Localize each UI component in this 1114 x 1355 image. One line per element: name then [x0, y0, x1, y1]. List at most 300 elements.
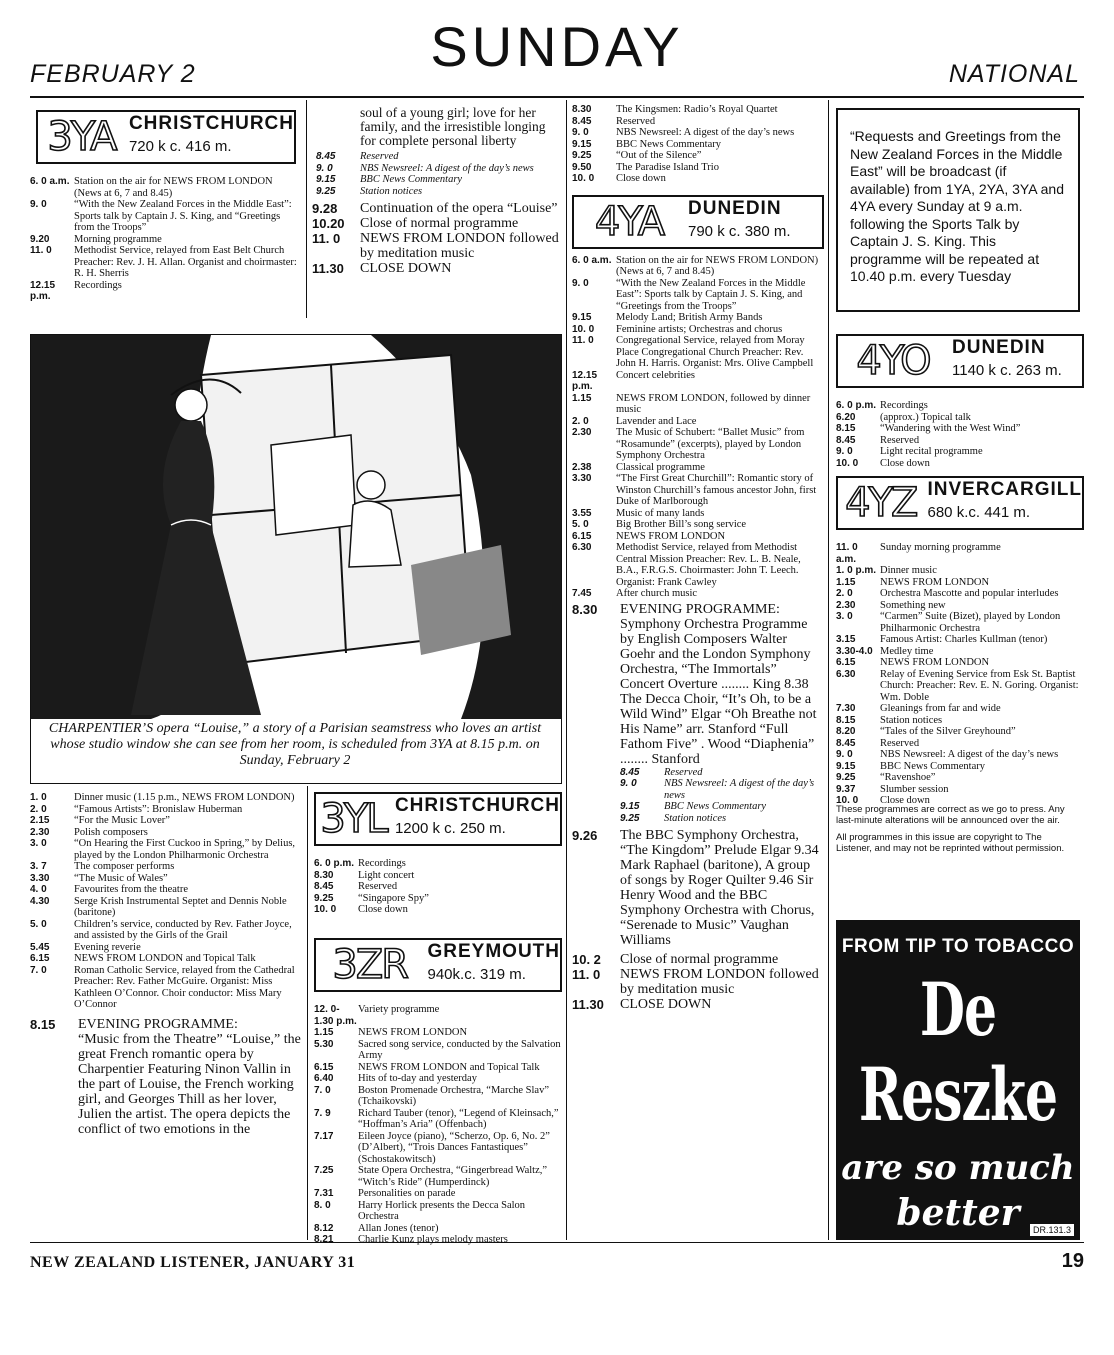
- description: Slumber session: [880, 783, 949, 795]
- programme-entry: [314, 1073, 562, 1085]
- time: 9.15: [572, 138, 592, 150]
- programme-entry: [30, 884, 302, 896]
- description: NEWS FROM LONDON and Topical Talk: [358, 1061, 540, 1073]
- time: 9.20: [30, 233, 50, 245]
- programme-entry: [572, 173, 824, 185]
- evening-programme: [30, 1017, 302, 1137]
- description: Big Brother Bill’s song service: [616, 519, 747, 530]
- description: Allan Jones (tenor): [358, 1222, 439, 1234]
- programme-entry: [30, 942, 302, 954]
- station-city: CHRISTCHURCH: [394, 795, 560, 816]
- programme-entry: [836, 412, 1084, 424]
- programme-entry: [30, 965, 302, 1011]
- programme-entry: [836, 611, 1084, 634]
- programme-entry: [314, 1188, 562, 1200]
- time: 2. 0: [572, 415, 589, 427]
- time: 6.15: [30, 953, 50, 964]
- programme-entry: [312, 216, 562, 231]
- programme-entry: [316, 174, 562, 186]
- programme-entry: [836, 446, 1084, 458]
- description: NBS Newsreel: A digest of the day’s news: [880, 749, 1059, 760]
- time: 9. 0: [620, 778, 637, 789]
- time: 9.25: [316, 185, 336, 197]
- time: 7. 0: [314, 1084, 331, 1096]
- programme-entry: [572, 508, 824, 520]
- time: 10. 0: [572, 173, 595, 184]
- description: “The Music of Wales”: [74, 872, 168, 884]
- station-freq: 940k.c. 319 m.: [427, 966, 526, 983]
- description: Close down: [616, 173, 666, 184]
- description: “Singapore Spy”: [358, 892, 429, 904]
- description: Methodist Service, relayed from Methodist Central Mission Preacher: Rev. L. B. Neale, B.A., F.R.G.S. Choirmaster: John T. Leech. Organist: Frank Cawley: [616, 542, 801, 588]
- description: Station notices: [880, 714, 943, 726]
- description: NEWS FROM LONDON: [358, 1027, 468, 1038]
- description: Close of normal programme: [360, 216, 519, 231]
- description: “Famous Artists”: Bronislaw Huberman: [74, 803, 243, 815]
- description: “Tales of the Silver Greyhound”: [880, 726, 1016, 737]
- description: Reserved: [880, 737, 920, 749]
- ad-tagline-2: better: [896, 1192, 1020, 1234]
- programme-entry: [620, 778, 824, 801]
- copyright-notes: [836, 804, 1080, 854]
- time: 6.20: [836, 411, 856, 423]
- station-logo: 4YO: [856, 338, 930, 384]
- station-freq: 720 k c. 416 m.: [128, 138, 232, 155]
- station-city: GREYMOUTH: [427, 941, 560, 962]
- description: Music of many lands: [616, 507, 705, 519]
- programme-entry: [836, 761, 1084, 773]
- description: Recordings: [74, 279, 122, 291]
- programme-entry: [572, 150, 824, 162]
- description: Melody Land; British Army Bands: [616, 312, 763, 323]
- programme-entry: [572, 116, 824, 128]
- programme-entry: [572, 393, 824, 416]
- programme-entry: [314, 858, 562, 870]
- programme-entry: [314, 1234, 562, 1246]
- page-number: 19: [1061, 1250, 1084, 1272]
- programme-entry: [836, 784, 1084, 796]
- description: NEWS FROM LONDON, followed by dinner music: [616, 392, 811, 415]
- programme-entry: [314, 1223, 562, 1235]
- time: 2. 0: [836, 588, 853, 599]
- ad-brand: De Reszke: [858, 967, 1058, 1139]
- programme-entry: [30, 838, 302, 861]
- time: 6.15: [572, 530, 592, 542]
- programme-entry: [836, 600, 1084, 612]
- station-logo: 4YA: [594, 198, 664, 245]
- ad-headline: FROM TIP TO TOBACCO: [841, 936, 1075, 957]
- description: NBS Newsreel: A digest of the day’s news: [616, 127, 795, 138]
- time: 9.15: [572, 312, 592, 323]
- description: Close down: [880, 795, 930, 806]
- time: 11. 0 a.m.: [836, 542, 858, 565]
- time: 6. 0 a.m.: [572, 254, 612, 266]
- time: 6. 0 a.m.: [30, 176, 70, 187]
- time: 8.30: [572, 104, 592, 115]
- station-logo: 3YL: [320, 796, 387, 842]
- time: 5. 0: [572, 519, 589, 530]
- divider: [306, 100, 307, 318]
- time: 12. 0-1.30 p.m.: [314, 1004, 357, 1027]
- station-freq: 680 k.c. 441 m.: [927, 504, 1031, 521]
- description: After church music: [616, 588, 698, 599]
- time: 3. 0: [30, 838, 47, 849]
- programme-entry: [30, 815, 302, 827]
- description: State Opera Orchestra, “Gingerbread Waltz,” “Witch’s Ride” (Humperdinck): [358, 1165, 548, 1188]
- programme-entry: [314, 1062, 562, 1074]
- network-header: NATIONAL: [948, 60, 1080, 88]
- description: Feminine artists; Orchestras and chorus: [616, 323, 783, 335]
- description: Evening reverie: [74, 941, 141, 953]
- evening-programme: [572, 602, 824, 767]
- station-city: DUNEDIN: [688, 197, 782, 219]
- description: Concert celebrities: [616, 369, 696, 381]
- time: 10. 0: [572, 323, 595, 335]
- time: 10.20: [312, 216, 345, 231]
- description: Station on the air for NEWS FROM LONDON) (News at 6, 7 and 8.45): [616, 254, 819, 277]
- time: 7.30: [836, 703, 856, 714]
- time: 9. 0: [572, 277, 589, 289]
- programme-entry: [30, 199, 300, 234]
- divider: [828, 100, 829, 1240]
- programme-entry: [30, 280, 300, 303]
- alterations-note: These programmes are correct as we go to press. Any last-minute alterations will be announced over the air.: [836, 804, 1065, 826]
- ad-tagline-1: are so much: [841, 1148, 1075, 1188]
- programme-entry: [572, 162, 824, 174]
- programme-entry: [30, 827, 302, 839]
- programme-entry: [836, 577, 1084, 589]
- time: 10. 0: [836, 795, 859, 806]
- time: 8.21: [314, 1234, 334, 1245]
- programme-entry: [836, 542, 1084, 565]
- description: “The First Great Churchill”: Romantic story of Winston Churchill’s famous ancestor John, first Duke of Marlborough: [616, 473, 817, 507]
- description: The Paradise Island Trio: [616, 161, 719, 173]
- programme-entry: [836, 400, 1084, 412]
- time: 9.15: [316, 174, 336, 185]
- description: Reserved: [360, 151, 399, 162]
- description: BBC News Commentary: [880, 760, 985, 772]
- time: 8.30: [314, 869, 334, 881]
- programme-entry: [314, 1004, 562, 1027]
- description: (approx.) Topical talk: [880, 411, 971, 423]
- description: Reserved: [880, 434, 920, 446]
- description: Hits of to-day and yesterday: [358, 1073, 477, 1084]
- description: Lavender and Lace: [616, 415, 697, 427]
- station-banner: [572, 195, 824, 249]
- description: The BBC Symphony Orchestra, “The Kingdom” Prelude Elgar 9.34 Mark Raphael (baritone), A group of songs by Roger Quilter 9.46 Sir Henry Wood and the BBC Symphony Orchestra with Chorus, “Serenade to Music” Vaughan Williams: [620, 828, 819, 948]
- time: 9.25: [572, 150, 592, 161]
- time: 8.45: [572, 115, 592, 127]
- description: Eileen Joyce (piano), “Scherzo, Op. 6, No. 2” (D’Albert), “Trois Dances Fantastiques” (Schostakowitsch): [358, 1130, 550, 1165]
- time: 7.45: [572, 588, 592, 599]
- station-city: DUNEDIN: [952, 337, 1046, 358]
- description: Gleanings from far and wide: [880, 703, 1001, 714]
- programme-entry: [836, 588, 1084, 600]
- time: 8.45: [314, 881, 334, 892]
- description: Close of normal programme: [620, 952, 779, 967]
- station-banner: [314, 792, 562, 846]
- description: “Out of the Silence”: [616, 150, 702, 161]
- time: 7. 0: [30, 964, 47, 976]
- description: Reserved: [664, 766, 703, 778]
- description: Medley time: [880, 645, 934, 657]
- programme-entry: [314, 1200, 562, 1223]
- time: 11.30: [572, 997, 604, 1012]
- time: 3.30-4.0: [836, 645, 873, 657]
- time: 6.30: [572, 542, 592, 553]
- evening-description: Symphony Orchestra Programme by English Composers Walter Goehr and the London Symphony Orchestra, “The Immortals” Concert Overture ........ King 8.38 The Decca Choir, “It’s Oh, to be a Wild Wind” Elgar “Oh Breathe not His Name” arr. Stanford “Full Fathom Five” . Wood “Diaphenia” ........ Stanford: [620, 616, 817, 767]
- time: 7. 9: [314, 1107, 331, 1119]
- station-logo: 3ZR: [332, 942, 408, 988]
- description: Harry Horlick presents the Decca Salon Orchestra: [358, 1199, 526, 1222]
- programme-entry: [30, 953, 302, 965]
- programme-entry: [572, 278, 824, 313]
- programme-entry: [836, 657, 1084, 669]
- programme-entry: [312, 261, 562, 276]
- description: Children’s service, conducted by Rev. Father Joyce, and assisted by the Girls of the Grail: [74, 918, 292, 941]
- time: 9. 0: [836, 446, 853, 457]
- time: 3.15: [836, 634, 856, 645]
- programme-entry: [836, 565, 1084, 577]
- description: Charlie Kunz plays melody masters: [358, 1234, 508, 1245]
- divider: [566, 100, 567, 1240]
- programme-entry: [572, 312, 824, 324]
- time: 11. 0: [312, 231, 341, 246]
- opera-intro: soul of a young girl; love for her family, and the irresistible longing for complete personal liberty: [360, 105, 546, 148]
- station-4yo: [836, 334, 1084, 469]
- time: 8.15: [30, 1016, 56, 1032]
- programme-entry: [620, 813, 824, 825]
- time: 10. 0: [314, 904, 337, 915]
- time: 8.45: [836, 434, 856, 446]
- description: Light concert: [358, 869, 415, 881]
- programme-entry: [572, 952, 824, 967]
- programme-entry: [30, 234, 300, 246]
- station-freq: 1140 k c. 263 m.: [952, 362, 1062, 379]
- programme-entry: [572, 531, 824, 543]
- description: BBC News Commentary: [360, 174, 463, 185]
- evening-heading: EVENING PROGRAMME:: [620, 601, 780, 617]
- time: 8.30: [572, 601, 598, 617]
- programme-entry: [836, 458, 1084, 470]
- description: “Ravenshoe”: [880, 772, 936, 783]
- description: NBS Newsreel: A digest of the day’s news: [664, 778, 815, 801]
- programme-entry: [836, 715, 1084, 727]
- description: Reserved: [616, 115, 656, 127]
- programme-entry: [30, 861, 302, 873]
- description: NEWS FROM LONDON: [880, 576, 990, 588]
- time: 5.45: [30, 941, 50, 953]
- station-3zr: [314, 938, 562, 1246]
- programme-entry: [572, 462, 824, 474]
- time: 4.30: [30, 895, 50, 907]
- station-freq: 790 k c. 380 m.: [688, 222, 791, 240]
- divider: [307, 786, 308, 1240]
- description: Dinner music: [880, 565, 937, 576]
- station-4yz: [836, 476, 1084, 807]
- time: 3.30: [572, 473, 592, 484]
- header-rule: [30, 96, 1084, 98]
- description: “With the New Zealand Forces in the Middle East”: Sports talk by Captain J. S. King, and “Greetings from the Troops”: [616, 277, 806, 312]
- day-header: SUNDAY: [430, 15, 684, 78]
- station-3ya: [30, 110, 300, 303]
- time: 11. 0: [30, 245, 52, 256]
- evening-description: “Music from the Theatre” “Louise,” the great French romantic opera by Charpentier Featuring Ninon Vallin in the part of Louise, the French working girl, and Georges Thill as her lover, Julien the artist. The opera depicts the conflict of two emotions in the: [78, 1031, 301, 1137]
- description: CLOSE DOWN: [620, 997, 712, 1012]
- time: 3. 7: [30, 861, 47, 872]
- de-reszke-advert: [836, 920, 1080, 1240]
- description: The Music of Schubert: “Ballet Music” from “Rosamunde” (excerpts), played by London Symphony Orchestra: [616, 427, 805, 461]
- programme-entry: [836, 738, 1084, 750]
- description: Roman Catholic Service, relayed from the Cathedral Preacher: Rev. Father McGuire. Organist: Miss Kathleen O’Connor. Choir conductor: Miss Mary O’Connor: [74, 964, 295, 1010]
- description: Sacred song service, conducted by the Salvation Army: [358, 1038, 561, 1061]
- station-4ya-column: [572, 104, 824, 1012]
- time: 9. 0: [30, 199, 47, 210]
- description: NBS Newsreel: A digest of the day’s news: [360, 162, 534, 174]
- description: Light recital programme: [880, 446, 983, 457]
- time: 11. 0: [572, 335, 594, 346]
- description: Station notices: [360, 185, 423, 197]
- description: Recordings: [358, 858, 406, 869]
- time: 8.20: [836, 726, 856, 737]
- time: 6.15: [836, 657, 856, 668]
- programme-entry: [30, 176, 300, 199]
- time: 9.37: [836, 783, 856, 795]
- programme-entry: [572, 427, 824, 462]
- time: 6.30: [836, 668, 856, 680]
- station-banner: [836, 334, 1084, 388]
- programme-entry: [836, 703, 1084, 715]
- time: 10. 2: [572, 952, 601, 967]
- programme-entry: [572, 473, 824, 508]
- programme-entry: [314, 1085, 562, 1108]
- time: 8.15: [836, 714, 856, 726]
- time: 7.17: [314, 1130, 334, 1142]
- time: 9.15: [620, 801, 640, 812]
- description: Relay of Evening Service from Esk St. Baptist Church: Preacher: Rev. E. N. Goring. Organist: Wm. Doble: [880, 668, 1079, 703]
- programme-entry: [572, 997, 824, 1012]
- programme-entry: [314, 1039, 562, 1062]
- programme-entry: [316, 151, 562, 163]
- programme-entry: [30, 804, 302, 816]
- time: 2. 0: [30, 803, 47, 815]
- programme-entry: [572, 335, 824, 370]
- description: Congregational Service, relayed from Moray Place Congregational Church Preacher: Rev. John H. Harris. Organist: Mrs. Olive Campbell: [616, 335, 814, 369]
- copyright-note: All programmes in this issue are copyright to The Listener, and may not be reprinted without permission.: [836, 832, 1065, 854]
- programme-entry: [572, 255, 824, 278]
- time: 9.25: [314, 892, 334, 904]
- time: 4. 0: [30, 884, 47, 895]
- description: “With the New Zealand Forces in the Middle East”: Sports talk by Captain J. S. King, and “Greetings from the Troops”: [74, 199, 292, 233]
- description: Something new: [880, 599, 946, 611]
- time: 9.28: [312, 201, 338, 216]
- time: 8.45: [836, 737, 856, 749]
- programme-entry: [30, 873, 302, 885]
- time: 9. 0: [836, 749, 853, 760]
- programme-entry: [572, 127, 824, 139]
- time: 1.15: [314, 1027, 334, 1038]
- description: Continuation of the opera “Louise”: [360, 201, 558, 216]
- time: 9.25: [620, 812, 640, 824]
- description: NEWS FROM LONDON: [880, 657, 990, 668]
- programme-entry: [572, 967, 824, 997]
- time: 6. 0 p.m.: [314, 858, 355, 869]
- programme-entry: [572, 542, 824, 588]
- description: Close down: [358, 904, 408, 915]
- description: The composer performs: [74, 861, 175, 872]
- description: Variety programme: [358, 1004, 440, 1015]
- opera-illustration: [31, 335, 561, 719]
- programme-entry: [30, 896, 302, 919]
- programme-entry: [572, 588, 824, 600]
- description: Station notices: [664, 812, 727, 824]
- time: 8.12: [314, 1222, 334, 1234]
- time: 2.30: [30, 826, 50, 838]
- programme-entry: [314, 1165, 562, 1188]
- time: 7.31: [314, 1188, 334, 1199]
- programme-entry: [836, 669, 1084, 704]
- time: 6. 0 p.m.: [836, 400, 877, 411]
- time: 1.15: [572, 392, 592, 404]
- description: Famous Artist: Charles Kullman (tenor): [880, 634, 1048, 645]
- station-3yl: [314, 792, 562, 916]
- description: BBC News Commentary: [664, 801, 767, 812]
- programme-entry: [314, 870, 562, 882]
- description: “Wandering with the West Wind”: [880, 423, 1021, 434]
- programme-entry: [314, 1108, 562, 1131]
- programme-entry: [314, 893, 562, 905]
- time: 3. 0: [836, 611, 853, 622]
- station-banner: [836, 476, 1084, 530]
- station-city: INVERCARGILL: [927, 479, 1082, 500]
- illustration-box: [30, 334, 562, 784]
- description: Recordings: [880, 400, 928, 411]
- description: Boston Promenade Orchestra, “Marche Slav” (Tchaikovski): [358, 1084, 549, 1107]
- description: Polish composers: [74, 826, 148, 838]
- time: 6.40: [314, 1073, 334, 1084]
- 3ya-continuation: [312, 106, 562, 276]
- station-freq: 1200 k c. 250 m.: [394, 820, 506, 837]
- time: 9. 0: [572, 127, 589, 138]
- station-logo: 3YA: [47, 114, 116, 160]
- programme-entry: [572, 519, 824, 531]
- time: 2.30: [836, 599, 856, 611]
- time: 12.15 p.m.: [30, 279, 56, 302]
- programme-entry: [836, 435, 1084, 447]
- station-logo: 4YZ: [845, 480, 917, 526]
- description: Sunday morning programme: [880, 542, 1001, 553]
- programme-entry: [836, 423, 1084, 435]
- time: 5. 0: [30, 918, 47, 930]
- ad-code: DR.131.3: [1030, 1224, 1074, 1236]
- time: 8. 0: [314, 1199, 331, 1211]
- description: CLOSE DOWN: [360, 261, 452, 276]
- description: Reserved: [358, 881, 398, 892]
- programme-entry: [314, 904, 562, 916]
- programme-entry: [572, 416, 824, 428]
- publication-footer: NEW ZEALAND LISTENER, JANUARY 31: [30, 1254, 356, 1271]
- description: Methodist Service, relayed from East Belt Church Preacher: Rev. J. H. Allan. Organist and choirmaster: R. H. Sherris: [74, 245, 297, 279]
- description: Personalities on parade: [358, 1188, 456, 1199]
- programme-entry: [316, 186, 562, 198]
- programme-entry: [836, 634, 1084, 646]
- station-city: CHRISTCHURCH: [128, 113, 294, 134]
- time: 5.30: [314, 1038, 334, 1050]
- time: 11. 0: [572, 967, 601, 982]
- time: 12.15 p.m.: [572, 369, 598, 392]
- description: Richard Tauber (tenor), “Legend of Kleinsach,” “Hoffman’s Aria” (Offenbach): [358, 1107, 559, 1130]
- description: Orchestra Mascotte and popular interludes: [880, 588, 1059, 599]
